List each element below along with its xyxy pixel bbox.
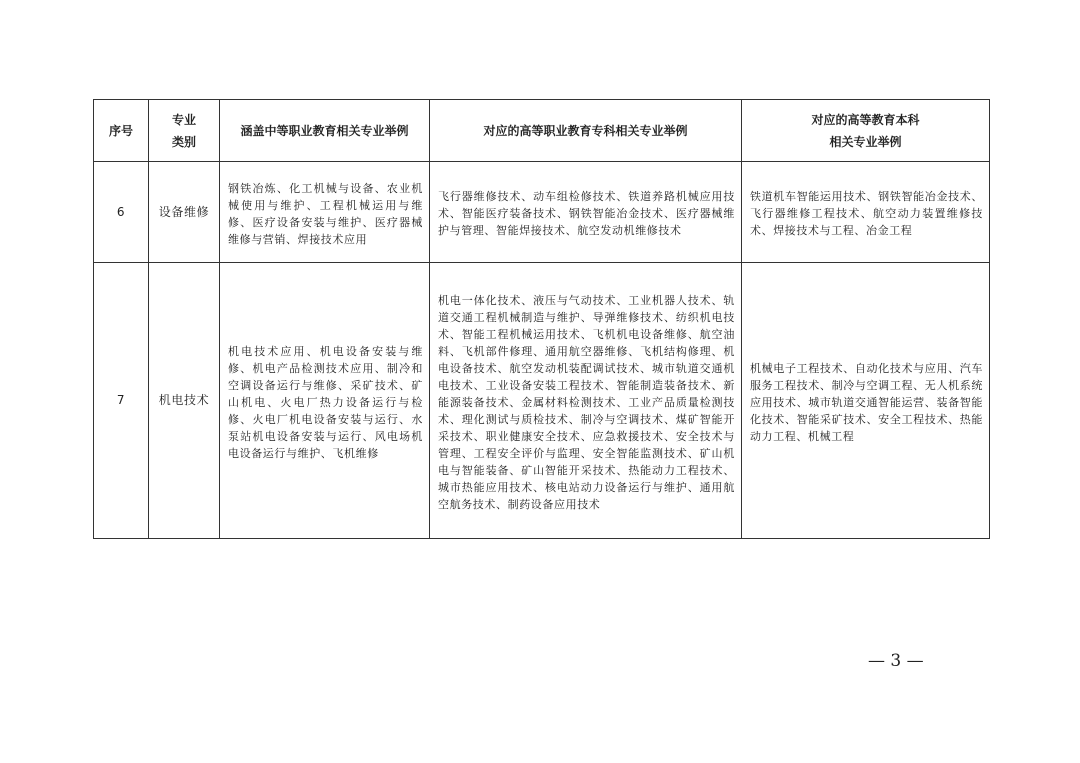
row-secondary-majors (220, 263, 430, 539)
table-row (94, 162, 990, 263)
row-secondary-text: 机电技术应用、机电设备安装与维修、机电产品检测技术应用、制冷和空调设备运行与维修、采矿技术、矿山机电、火电厂热力设备运行与检修、火电厂机电设备安装与运行、水泵站机电设备安装与运行、风电场机电设备运行与维护、飞机维修 (228, 344, 423, 460)
header-category-line2: 类别 (171, 134, 196, 149)
row-vocational-text: 飞行器维修技术、动车组检修技术、铁道养路机械应用技术、智能医疗装备技术、钢铁智能冶金技术、医疗器械维护与管理、智能焊接技术、航空发动机维修技术 (438, 190, 735, 237)
row-undergrad-text: 机械电子工程技术、自动化技术与应用、汽车服务工程技术、制冷与空调工程、无人机系统应用技术、城市轨道交通智能运营、装备智能化技术、智能采矿技术、安全工程技术、热能动力工程、机械工程 (750, 361, 983, 443)
row-secondary-text: 钢铁冶炼、化工机械与设备、农业机械使用与维护、工程机械运用与维修、医疗设备安装与维护、医疗器械维修与营销、焊接技术应用 (228, 181, 423, 246)
row-category: 设备维修 (149, 162, 220, 263)
row-seq: 7 (94, 263, 149, 539)
row-secondary-majors (220, 162, 430, 263)
table-header-row (94, 100, 990, 162)
row-vocational-majors (430, 263, 742, 539)
header-undergrad-line2: 相关专业举例 (829, 134, 902, 149)
row-seq: 6 (94, 162, 149, 263)
header-secondary: 涵盖中等职业教育相关专业举例 (220, 100, 430, 162)
header-undergrad (742, 100, 990, 162)
table-row (94, 263, 990, 539)
row-vocational-majors (430, 162, 742, 263)
header-vocational: 对应的高等职业教育专科相关专业举例 (430, 100, 742, 162)
header-undergrad-line1: 对应的高等教育本科 (811, 112, 920, 127)
row-undergrad-majors (742, 263, 990, 539)
row-undergrad-majors (742, 162, 990, 263)
row-vocational-text: 机电一体化技术、液压与气动技术、工业机器人技术、轨道交通工程机械制造与维护、导弹维修技术、纺织机电技术、智能工程机械运用技术、飞机机电设备维修、航空油料、飞机部件修理、通用航空器维修、飞机结构修理、机电设备技术、航空发动机装配调试技术、城市轨道交通机电技术、工业设备安装工程技术、智能制造装备技术、新能源装备技术、金属材料检测技术、工业产品质量检测技术、理化测试与质检技术、制冷与空调技术、煤矿智能开采技术、职业健康安全技术、应急救援技术、安全技术与管理、工程安全评价与监理、安全智能监测技术、矿山机电与智能装备、矿山智能开采技术、热能动力工程技术、城市热能应用技术、核电站动力设备运行与维护、通用航空航务技术、制药设备应用技术 (438, 293, 735, 511)
row-category: 机电技术 (149, 263, 220, 539)
row-undergrad-text: 铁道机车智能运用技术、钢铁智能冶金技术、飞行器维修工程技术、航空动力装置维修技术、焊接技术与工程、冶金工程 (750, 190, 983, 237)
header-category (149, 100, 220, 162)
page-number: — 3 — (868, 651, 924, 671)
majors-table (93, 99, 990, 539)
header-seq: 序号 (94, 100, 149, 162)
header-category-line1: 专业 (171, 112, 196, 127)
